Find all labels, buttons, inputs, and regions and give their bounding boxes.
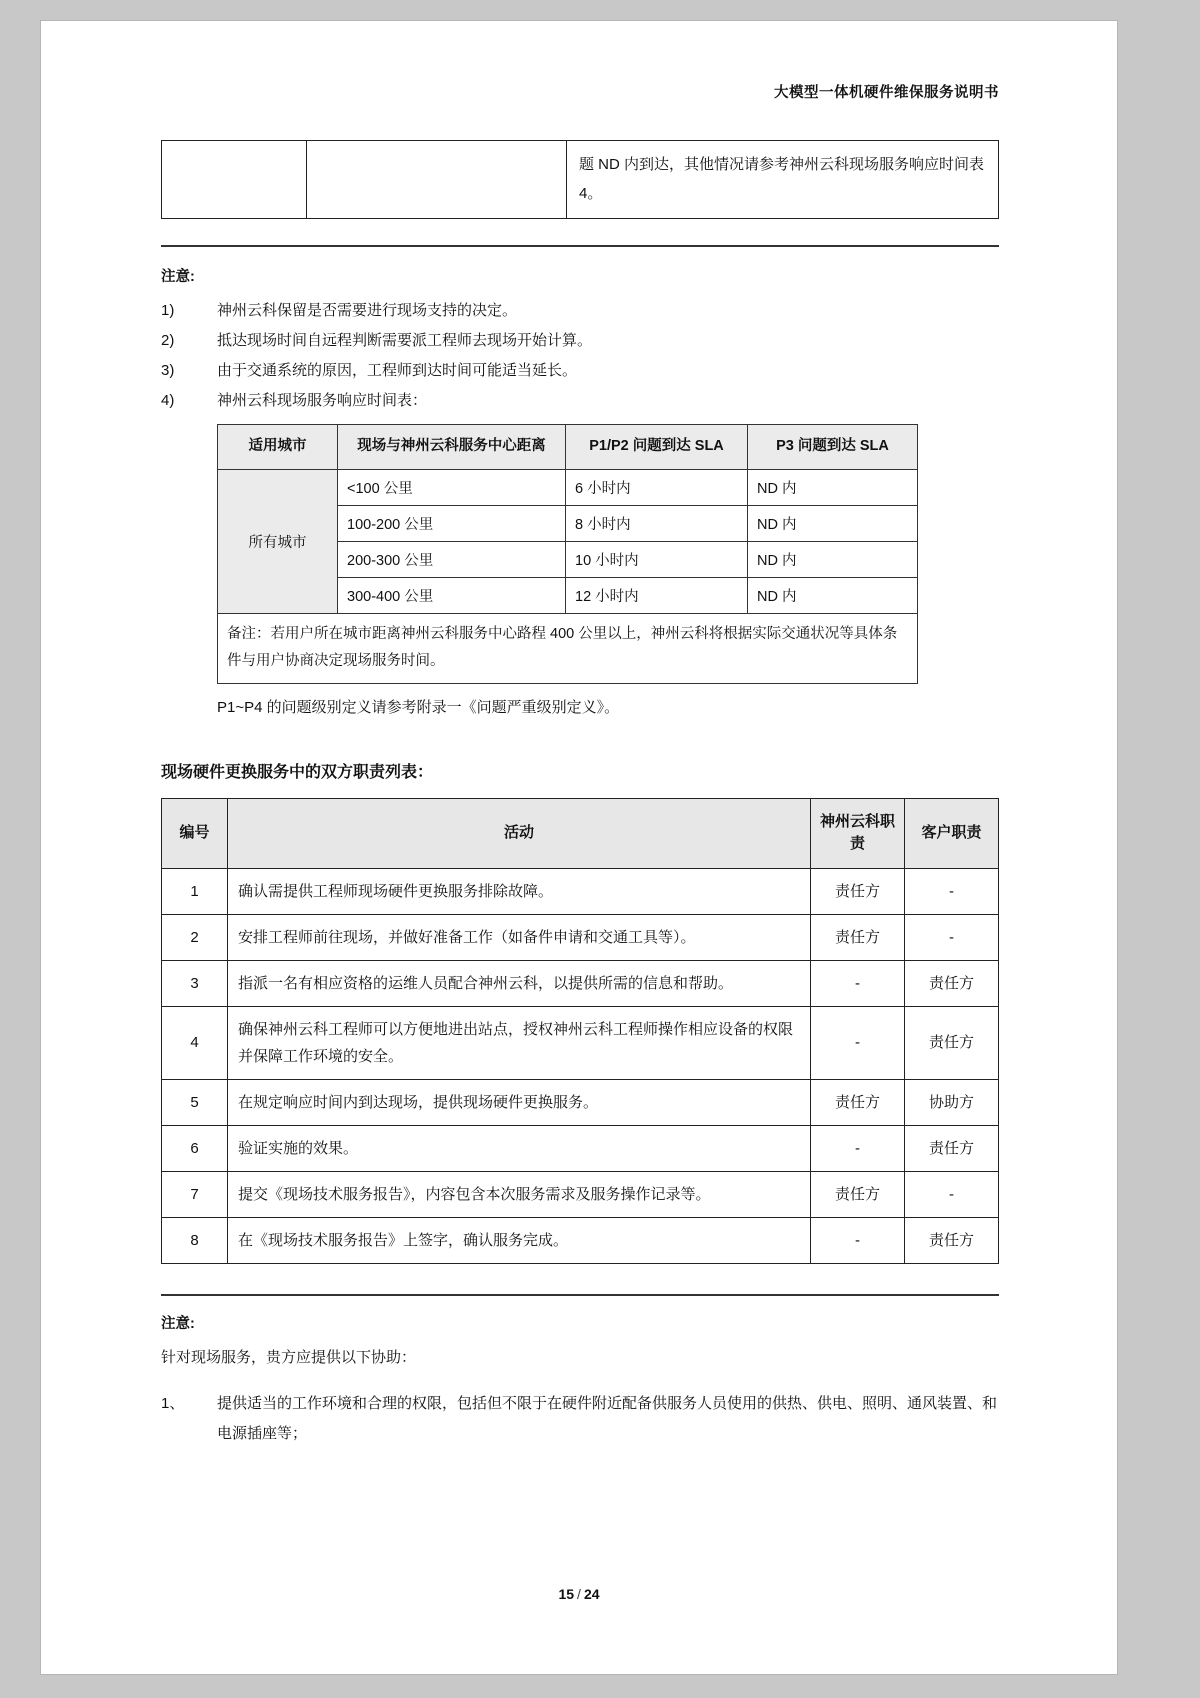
sla-header-distance: 现场与神州云科服务中心距离 [338, 425, 566, 470]
duty-customer: 责任方 [905, 1217, 999, 1263]
table-row [162, 1006, 999, 1079]
duty-no: 3 [162, 960, 228, 1006]
list-item [161, 386, 999, 416]
severity-reference-text: P1~P4 的问题级别定义请参考附录一《问题严重级别定义》。 [217, 698, 620, 716]
section-divider-2 [161, 1294, 999, 1296]
duty-vendor: - [811, 1125, 905, 1171]
duty-header-no: 编号 [162, 798, 228, 868]
continued-cell-2 [307, 141, 567, 219]
duty-activity: 确保神州云科工程师可以方便地进出站点，授权神州云科工程师操作相应设备的权限并保障工作环境的安全。 [228, 1006, 811, 1079]
notice-title-2: 注意: [161, 1315, 195, 1332]
sla-footnote: 备注：若用户所在城市距离神州云科服务中心路程 400 公里以上，神州云科将根据实际交通状况等具体条件与用户协商决定现场服务时间。 [218, 613, 918, 683]
sla-header-p3: P3 问题到达 SLA [748, 425, 918, 470]
page-footer [41, 1586, 1117, 1602]
notice-title-1: 注意: [161, 269, 195, 285]
notice-lead-text: 针对现场服务，贵方应提供以下协助： [161, 1348, 417, 1366]
duty-customer: - [905, 914, 999, 960]
duty-vendor: - [811, 960, 905, 1006]
table-row [162, 1125, 999, 1171]
list-item-number: 2) [161, 332, 175, 349]
duty-no: 8 [162, 1217, 228, 1263]
sla-p12: 10 小时内 [566, 541, 748, 577]
duty-no: 4 [162, 1006, 228, 1079]
sla-header-p12: P1/P2 问题到达 SLA [566, 425, 748, 470]
duty-no: 6 [162, 1125, 228, 1171]
list-item-number: 1、 [161, 1394, 185, 1412]
table-row [162, 1217, 999, 1263]
page-total: 24 [583, 1586, 600, 1602]
table-row [162, 914, 999, 960]
table-row [162, 1171, 999, 1217]
duty-activity: 验证实施的效果。 [228, 1125, 811, 1171]
notice-list-2 [161, 1389, 999, 1449]
sla-p12: 8 小时内 [566, 505, 748, 541]
table-row [218, 613, 918, 683]
table-header-row [218, 425, 918, 470]
table-row [218, 469, 918, 505]
duty-customer: - [905, 868, 999, 914]
duty-vendor: 责任方 [811, 868, 905, 914]
sla-city-cell: 所有城市 [218, 469, 338, 613]
sla-table-wrapper [217, 424, 917, 684]
duty-activity: 指派一名有相应资格的运维人员配合神州云科，以提供所需的信息和帮助。 [228, 960, 811, 1006]
duty-customer: 责任方 [905, 1125, 999, 1171]
sla-response-time-table [217, 424, 918, 684]
duty-vendor: 责任方 [811, 914, 905, 960]
duty-vendor: - [811, 1217, 905, 1263]
list-item-text: 神州云科保留是否需要进行现场支持的决定。 [217, 302, 518, 319]
responsibility-table [161, 798, 999, 1264]
list-item [161, 356, 999, 386]
sla-distance: <100 公里 [338, 469, 566, 505]
duty-vendor: - [811, 1006, 905, 1079]
sla-p3: ND 内 [748, 541, 918, 577]
page-separator: / [577, 1586, 581, 1602]
list-item [161, 326, 999, 356]
list-item [161, 296, 999, 326]
document-header: 大模型一体机硬件维保服务说明书 [774, 84, 999, 101]
sla-distance: 300-400 公里 [338, 577, 566, 613]
duty-activity: 在规定响应时间内到达现场，提供现场硬件更换服务。 [228, 1079, 811, 1125]
notice-list-1 [161, 296, 999, 416]
duty-vendor: 责任方 [811, 1171, 905, 1217]
page-number: 15 [558, 1586, 575, 1602]
duty-no: 7 [162, 1171, 228, 1217]
duty-customer: 责任方 [905, 1006, 999, 1079]
sla-distance: 100-200 公里 [338, 505, 566, 541]
table-row [162, 960, 999, 1006]
sla-distance: 200-300 公里 [338, 541, 566, 577]
table-row [162, 1079, 999, 1125]
duty-no: 1 [162, 868, 228, 914]
duty-vendor: 责任方 [811, 1079, 905, 1125]
sla-p12: 12 小时内 [566, 577, 748, 613]
list-item-number: 1) [161, 302, 175, 319]
page-content [161, 81, 999, 1449]
list-item [161, 1389, 999, 1449]
continued-cell-3: 题 ND 内到达，其他情况请参考神州云科现场服务响应时间表 4。 [567, 141, 999, 219]
duty-header-activity: 活动 [228, 798, 811, 868]
list-item-number: 3) [161, 362, 175, 379]
duty-no: 2 [162, 914, 228, 960]
list-item-text: 抵达现场时间自远程判断需要派工程师去现场开始计算。 [217, 332, 593, 349]
sla-header-city: 适用城市 [218, 425, 338, 470]
section-title: 现场硬件更换服务中的双方职责列表： [161, 763, 434, 781]
duty-activity: 在《现场技术服务报告》上签字，确认服务完成。 [228, 1217, 811, 1263]
table-row [162, 141, 999, 219]
table-header-row [162, 798, 999, 868]
sla-p12: 6 小时内 [566, 469, 748, 505]
duty-customer: - [905, 1171, 999, 1217]
duty-no: 5 [162, 1079, 228, 1125]
table-row [162, 868, 999, 914]
duty-activity: 安排工程师前往现场，并做好准备工作（如备件申请和交通工具等）。 [228, 914, 811, 960]
list-item-text: 神州云科现场服务响应时间表： [217, 392, 428, 409]
continued-table [161, 140, 999, 219]
duty-activity: 确认需提供工程师现场硬件更换服务排除故障。 [228, 868, 811, 914]
duty-header-vendor: 神州云科职责 [811, 798, 905, 868]
list-item-text: 提供适当的工作环境和合理的权限，包括但不限于在硬件附近配备供服务人员使用的供热、供电、照明、通风装置、和电源插座等； [217, 1394, 998, 1442]
list-item-text: 由于交通系统的原因，工程师到达时间可能适当延长。 [217, 362, 578, 379]
section-divider [161, 245, 999, 247]
sla-p3: ND 内 [748, 505, 918, 541]
document-page [40, 20, 1118, 1675]
sla-p3: ND 内 [748, 577, 918, 613]
duty-activity: 提交《现场技术服务报告》，内容包含本次服务需求及服务操作记录等。 [228, 1171, 811, 1217]
duty-customer: 协助方 [905, 1079, 999, 1125]
sla-p3: ND 内 [748, 469, 918, 505]
duty-header-customer: 客户职责 [905, 798, 999, 868]
duty-customer: 责任方 [905, 960, 999, 1006]
continued-cell-1 [162, 141, 307, 219]
list-item-number: 4) [161, 392, 175, 409]
